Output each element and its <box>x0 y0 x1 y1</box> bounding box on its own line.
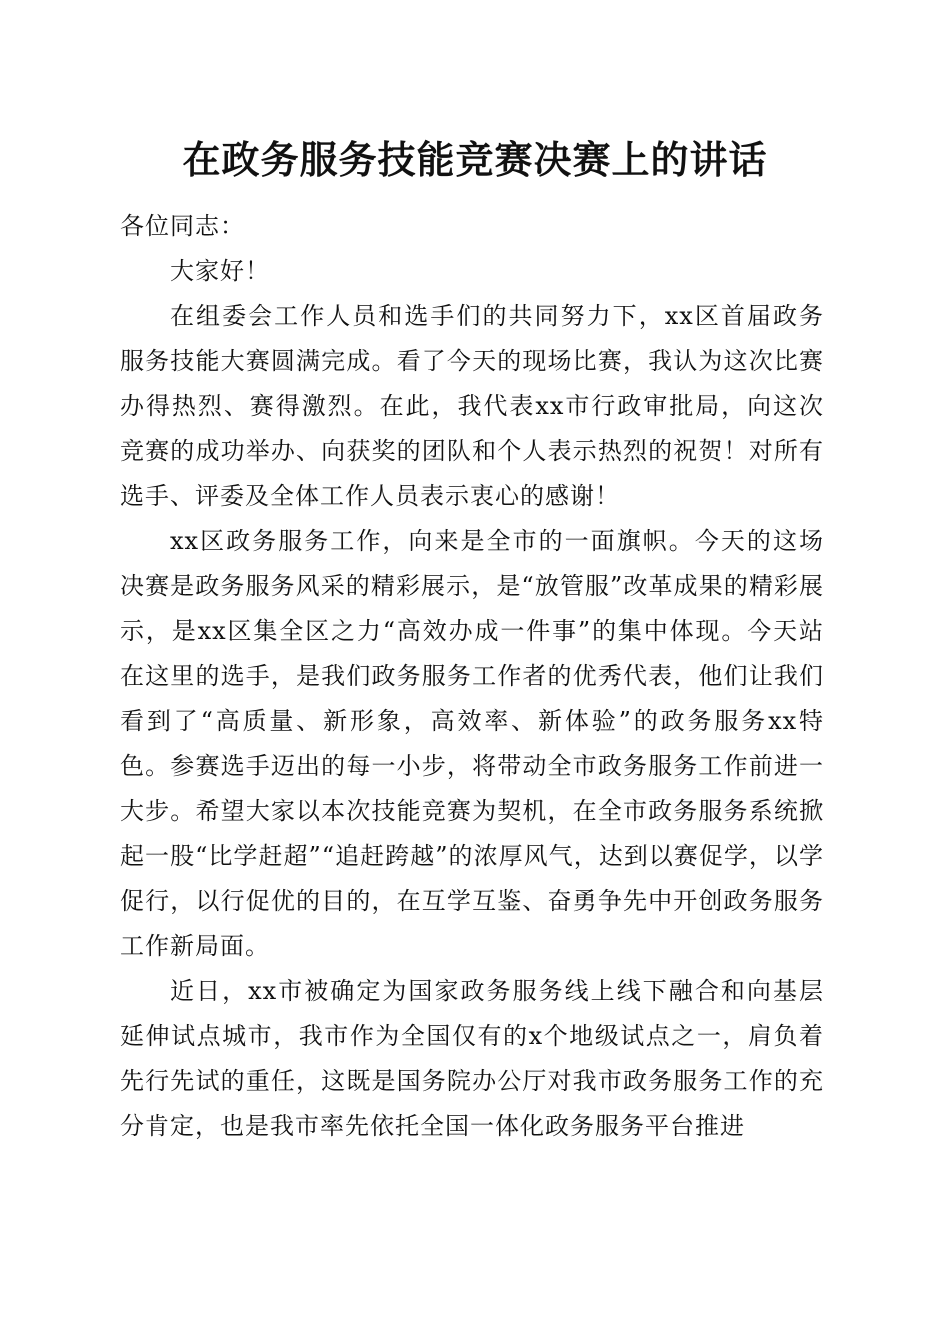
document-body <box>120 204 824 1149</box>
paragraph-1: 在组委会工作人员和选手们的共同努力下，xx区首届政务服务技能大赛圆满完成。看了今天的现场比赛，我认为这次比赛办得热烈、赛得激烈。在此，我代表xx市行政审批局，向这次竞赛的成功举办、向获奖的团队和个人表示热烈的祝贺！对所有选手、评委及全体工作人员表示衷心的感谢！ <box>120 302 824 510</box>
paragraph-2: xx区政务服务工作，向来是全市的一面旗帜。今天的这场决赛是政务服务风采的精彩展示，是“放管服”改革成果的精彩展示，是xx区集全区之力“高效办成一件事”的集中体现。今天站在这里的选手，是我们政务服务工作者的优秀代表，他们让我们看到了“高质量、新形象，高效率、新体验”的政务服务xx特色。参赛选手迈出的每一小步，将带动全市政务服务工作前进一大步。希望大家以本次技能竞赛为契机，在全市政务服务系统掀起一股“比学赶超”“追赶跨越”的浓厚风气，达到以赛促学，以学促行，以行促优的目的，在互学互鉴、奋勇争先中开创政务服务工作新局面。 <box>120 527 824 960</box>
paragraph-3: 近日，xx市被确定为国家政务服务线上线下融合和向基层延伸试点城市，我市作为全国仅有的x个地级试点之一，肩负着先行先试的重任，这既是国务院办公厅对我市政务服务工作的充分肯定，也是我市率先依托全国一体化政务服务平台推进 <box>120 977 824 1140</box>
document-title: 在政务服务技能竞赛决赛上的讲话 <box>182 137 768 182</box>
salutation: 各位同志： <box>120 212 245 240</box>
paragraph-greeting: 大家好！ <box>170 257 270 285</box>
